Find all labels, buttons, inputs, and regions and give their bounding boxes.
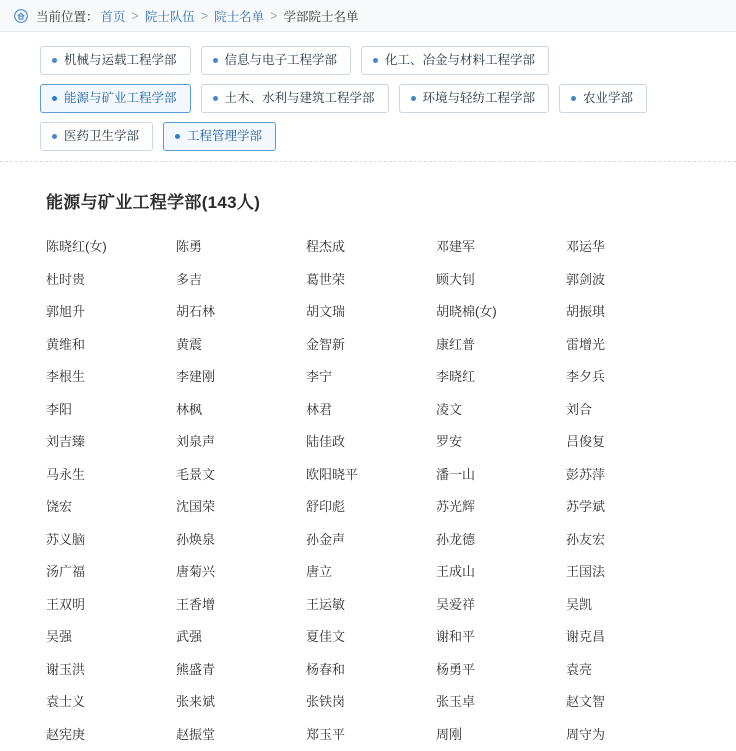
academician-name[interactable]: 舒印彪 bbox=[306, 491, 436, 524]
academician-name[interactable]: 武强 bbox=[176, 621, 306, 654]
academician-name[interactable]: 陆佳政 bbox=[306, 426, 436, 459]
division-filter-tag[interactable] bbox=[40, 84, 191, 113]
division-filter-label: 化工、冶金与材料工程学部 bbox=[385, 53, 535, 68]
bullet-icon bbox=[52, 134, 57, 139]
academician-name[interactable]: 金智新 bbox=[306, 329, 436, 362]
breadcrumb-label: 当前位置： bbox=[36, 7, 99, 25]
academician-name[interactable]: 袁士义 bbox=[46, 686, 176, 719]
academician-name[interactable]: 饶宏 bbox=[46, 491, 176, 524]
academician-name[interactable]: 胡晓棉(女) bbox=[436, 296, 566, 329]
breadcrumb-item-current: 学部院士名单 bbox=[284, 7, 359, 25]
division-filter-tag[interactable] bbox=[399, 84, 550, 113]
academician-name[interactable]: 刘合 bbox=[566, 394, 696, 427]
academician-name[interactable]: 张玉卓 bbox=[436, 686, 566, 719]
academician-name[interactable]: 袁亮 bbox=[566, 654, 696, 687]
academician-name[interactable]: 王双明 bbox=[46, 589, 176, 622]
academician-name[interactable]: 杨勇平 bbox=[436, 654, 566, 687]
bullet-icon bbox=[213, 96, 218, 101]
academician-name[interactable]: 谢和平 bbox=[436, 621, 566, 654]
academician-name[interactable]: 毛景文 bbox=[176, 459, 306, 492]
academician-name[interactable]: 林君 bbox=[306, 394, 436, 427]
academician-name[interactable]: 张来斌 bbox=[176, 686, 306, 719]
bullet-icon bbox=[213, 58, 218, 63]
academician-name[interactable]: 赵振堂 bbox=[176, 719, 306, 751]
division-filter-label: 机械与运载工程学部 bbox=[64, 53, 177, 68]
academician-name[interactable]: 李宁 bbox=[306, 361, 436, 394]
bullet-icon bbox=[52, 58, 57, 63]
academician-name[interactable]: 王成山 bbox=[436, 556, 566, 589]
academician-name[interactable]: 刘泉声 bbox=[176, 426, 306, 459]
academician-name[interactable]: 李晓红 bbox=[436, 361, 566, 394]
academician-name[interactable]: 赵宪庚 bbox=[46, 719, 176, 751]
academician-name[interactable]: 汤广福 bbox=[46, 556, 176, 589]
division-filter-tag[interactable] bbox=[559, 84, 647, 113]
division-filter-list bbox=[40, 46, 696, 151]
academician-name[interactable]: 孙金声 bbox=[306, 524, 436, 557]
academician-name[interactable]: 郭旭升 bbox=[46, 296, 176, 329]
academician-name[interactable]: 程杰成 bbox=[306, 231, 436, 264]
division-filter-label: 能源与矿业工程学部 bbox=[64, 91, 177, 106]
academician-name[interactable]: 马永生 bbox=[46, 459, 176, 492]
academician-name[interactable]: 孙焕泉 bbox=[176, 524, 306, 557]
division-filter-tag[interactable] bbox=[163, 122, 276, 151]
academician-name[interactable]: 黄震 bbox=[176, 329, 306, 362]
academician-name[interactable]: 杜时贵 bbox=[46, 264, 176, 297]
division-filter-tag[interactable] bbox=[40, 46, 191, 75]
division-filter-label: 农业学部 bbox=[583, 91, 633, 106]
academician-name[interactable]: 凌文 bbox=[436, 394, 566, 427]
academician-name[interactable]: 潘一山 bbox=[436, 459, 566, 492]
academician-name[interactable]: 吴强 bbox=[46, 621, 176, 654]
academician-name[interactable]: 李根生 bbox=[46, 361, 176, 394]
academician-name[interactable]: 刘吉臻 bbox=[46, 426, 176, 459]
division-filter-tag[interactable] bbox=[40, 122, 153, 151]
bullet-icon bbox=[52, 96, 57, 101]
academician-name[interactable]: 谢克昌 bbox=[566, 621, 696, 654]
academician-name[interactable]: 欧阳晓平 bbox=[306, 459, 436, 492]
bullet-icon bbox=[411, 96, 416, 101]
page-title: 能源与矿业工程学部(143人) bbox=[0, 162, 736, 231]
academician-name[interactable]: 胡石林 bbox=[176, 296, 306, 329]
bullet-icon bbox=[571, 96, 576, 101]
academician-name[interactable]: 李夕兵 bbox=[566, 361, 696, 394]
academician-name[interactable]: 郭剑波 bbox=[566, 264, 696, 297]
breadcrumb-separator: > bbox=[132, 9, 139, 23]
academician-name[interactable]: 王国法 bbox=[566, 556, 696, 589]
academician-name[interactable]: 唐立 bbox=[306, 556, 436, 589]
division-filter-label: 信息与电子工程学部 bbox=[225, 53, 338, 68]
division-filter-label: 环境与轻纺工程学部 bbox=[423, 91, 536, 106]
division-filter-label: 工程管理学部 bbox=[187, 129, 262, 144]
home-icon bbox=[14, 9, 28, 23]
academician-name[interactable]: 罗安 bbox=[436, 426, 566, 459]
breadcrumb-item-list[interactable]: 院士名单 bbox=[214, 7, 264, 25]
academician-name[interactable]: 谢玉洪 bbox=[46, 654, 176, 687]
breadcrumb-item-academicians[interactable]: 院士队伍 bbox=[145, 7, 195, 25]
academician-name[interactable]: 彭苏萍 bbox=[566, 459, 696, 492]
academician-name[interactable]: 苏学斌 bbox=[566, 491, 696, 524]
academician-name[interactable]: 苏义脑 bbox=[46, 524, 176, 557]
academician-name[interactable]: 夏佳文 bbox=[306, 621, 436, 654]
academician-name[interactable]: 熊盛青 bbox=[176, 654, 306, 687]
academician-name[interactable]: 邓运华 bbox=[566, 231, 696, 264]
academician-name[interactable]: 吴爱祥 bbox=[436, 589, 566, 622]
academician-name[interactable]: 孙龙德 bbox=[436, 524, 566, 557]
bullet-icon bbox=[373, 58, 378, 63]
academician-name[interactable]: 胡振琪 bbox=[566, 296, 696, 329]
academician-name[interactable]: 周刚 bbox=[436, 719, 566, 751]
academician-name[interactable]: 黄维和 bbox=[46, 329, 176, 362]
breadcrumb bbox=[0, 0, 736, 32]
academician-name[interactable]: 张铁岗 bbox=[306, 686, 436, 719]
academician-name[interactable]: 孙友宏 bbox=[566, 524, 696, 557]
academician-name[interactable]: 葛世荣 bbox=[306, 264, 436, 297]
breadcrumb-separator: > bbox=[270, 9, 277, 23]
academician-name[interactable]: 陈晓红(女) bbox=[46, 231, 176, 264]
academician-name[interactable]: 周守为 bbox=[566, 719, 696, 751]
breadcrumb-item-home[interactable]: 首页 bbox=[101, 7, 126, 25]
academician-name[interactable]: 康红普 bbox=[436, 329, 566, 362]
academician-name[interactable]: 唐菊兴 bbox=[176, 556, 306, 589]
academician-name[interactable]: 雷增光 bbox=[566, 329, 696, 362]
academician-name[interactable]: 王运敏 bbox=[306, 589, 436, 622]
academician-name[interactable]: 吴凯 bbox=[566, 589, 696, 622]
division-filter-label: 医药卫生学部 bbox=[64, 129, 139, 144]
division-filter-tag[interactable] bbox=[201, 46, 352, 75]
academician-name[interactable]: 王香增 bbox=[176, 589, 306, 622]
academician-name[interactable]: 吕俊复 bbox=[566, 426, 696, 459]
division-filter-area bbox=[0, 32, 736, 162]
bullet-icon bbox=[175, 134, 180, 139]
academician-name[interactable]: 胡文瑞 bbox=[306, 296, 436, 329]
academician-name[interactable]: 杨春和 bbox=[306, 654, 436, 687]
academician-name[interactable]: 陈勇 bbox=[176, 231, 306, 264]
academician-name[interactable]: 李建刚 bbox=[176, 361, 306, 394]
academician-name[interactable]: 邓建军 bbox=[436, 231, 566, 264]
academician-name[interactable]: 多吉 bbox=[176, 264, 306, 297]
academician-name[interactable]: 顾大钊 bbox=[436, 264, 566, 297]
academician-name[interactable]: 郑玉平 bbox=[306, 719, 436, 751]
breadcrumb-separator: > bbox=[201, 9, 208, 23]
division-filter-tag[interactable] bbox=[361, 46, 549, 75]
academician-name[interactable]: 林枫 bbox=[176, 394, 306, 427]
division-filter-tag[interactable] bbox=[201, 84, 389, 113]
academician-name[interactable]: 沈国荣 bbox=[176, 491, 306, 524]
academician-name[interactable]: 赵文智 bbox=[566, 686, 696, 719]
academician-name-grid bbox=[0, 231, 736, 751]
division-filter-label: 土木、水利与建筑工程学部 bbox=[225, 91, 375, 106]
academician-name[interactable]: 李阳 bbox=[46, 394, 176, 427]
academician-name[interactable]: 苏光辉 bbox=[436, 491, 566, 524]
